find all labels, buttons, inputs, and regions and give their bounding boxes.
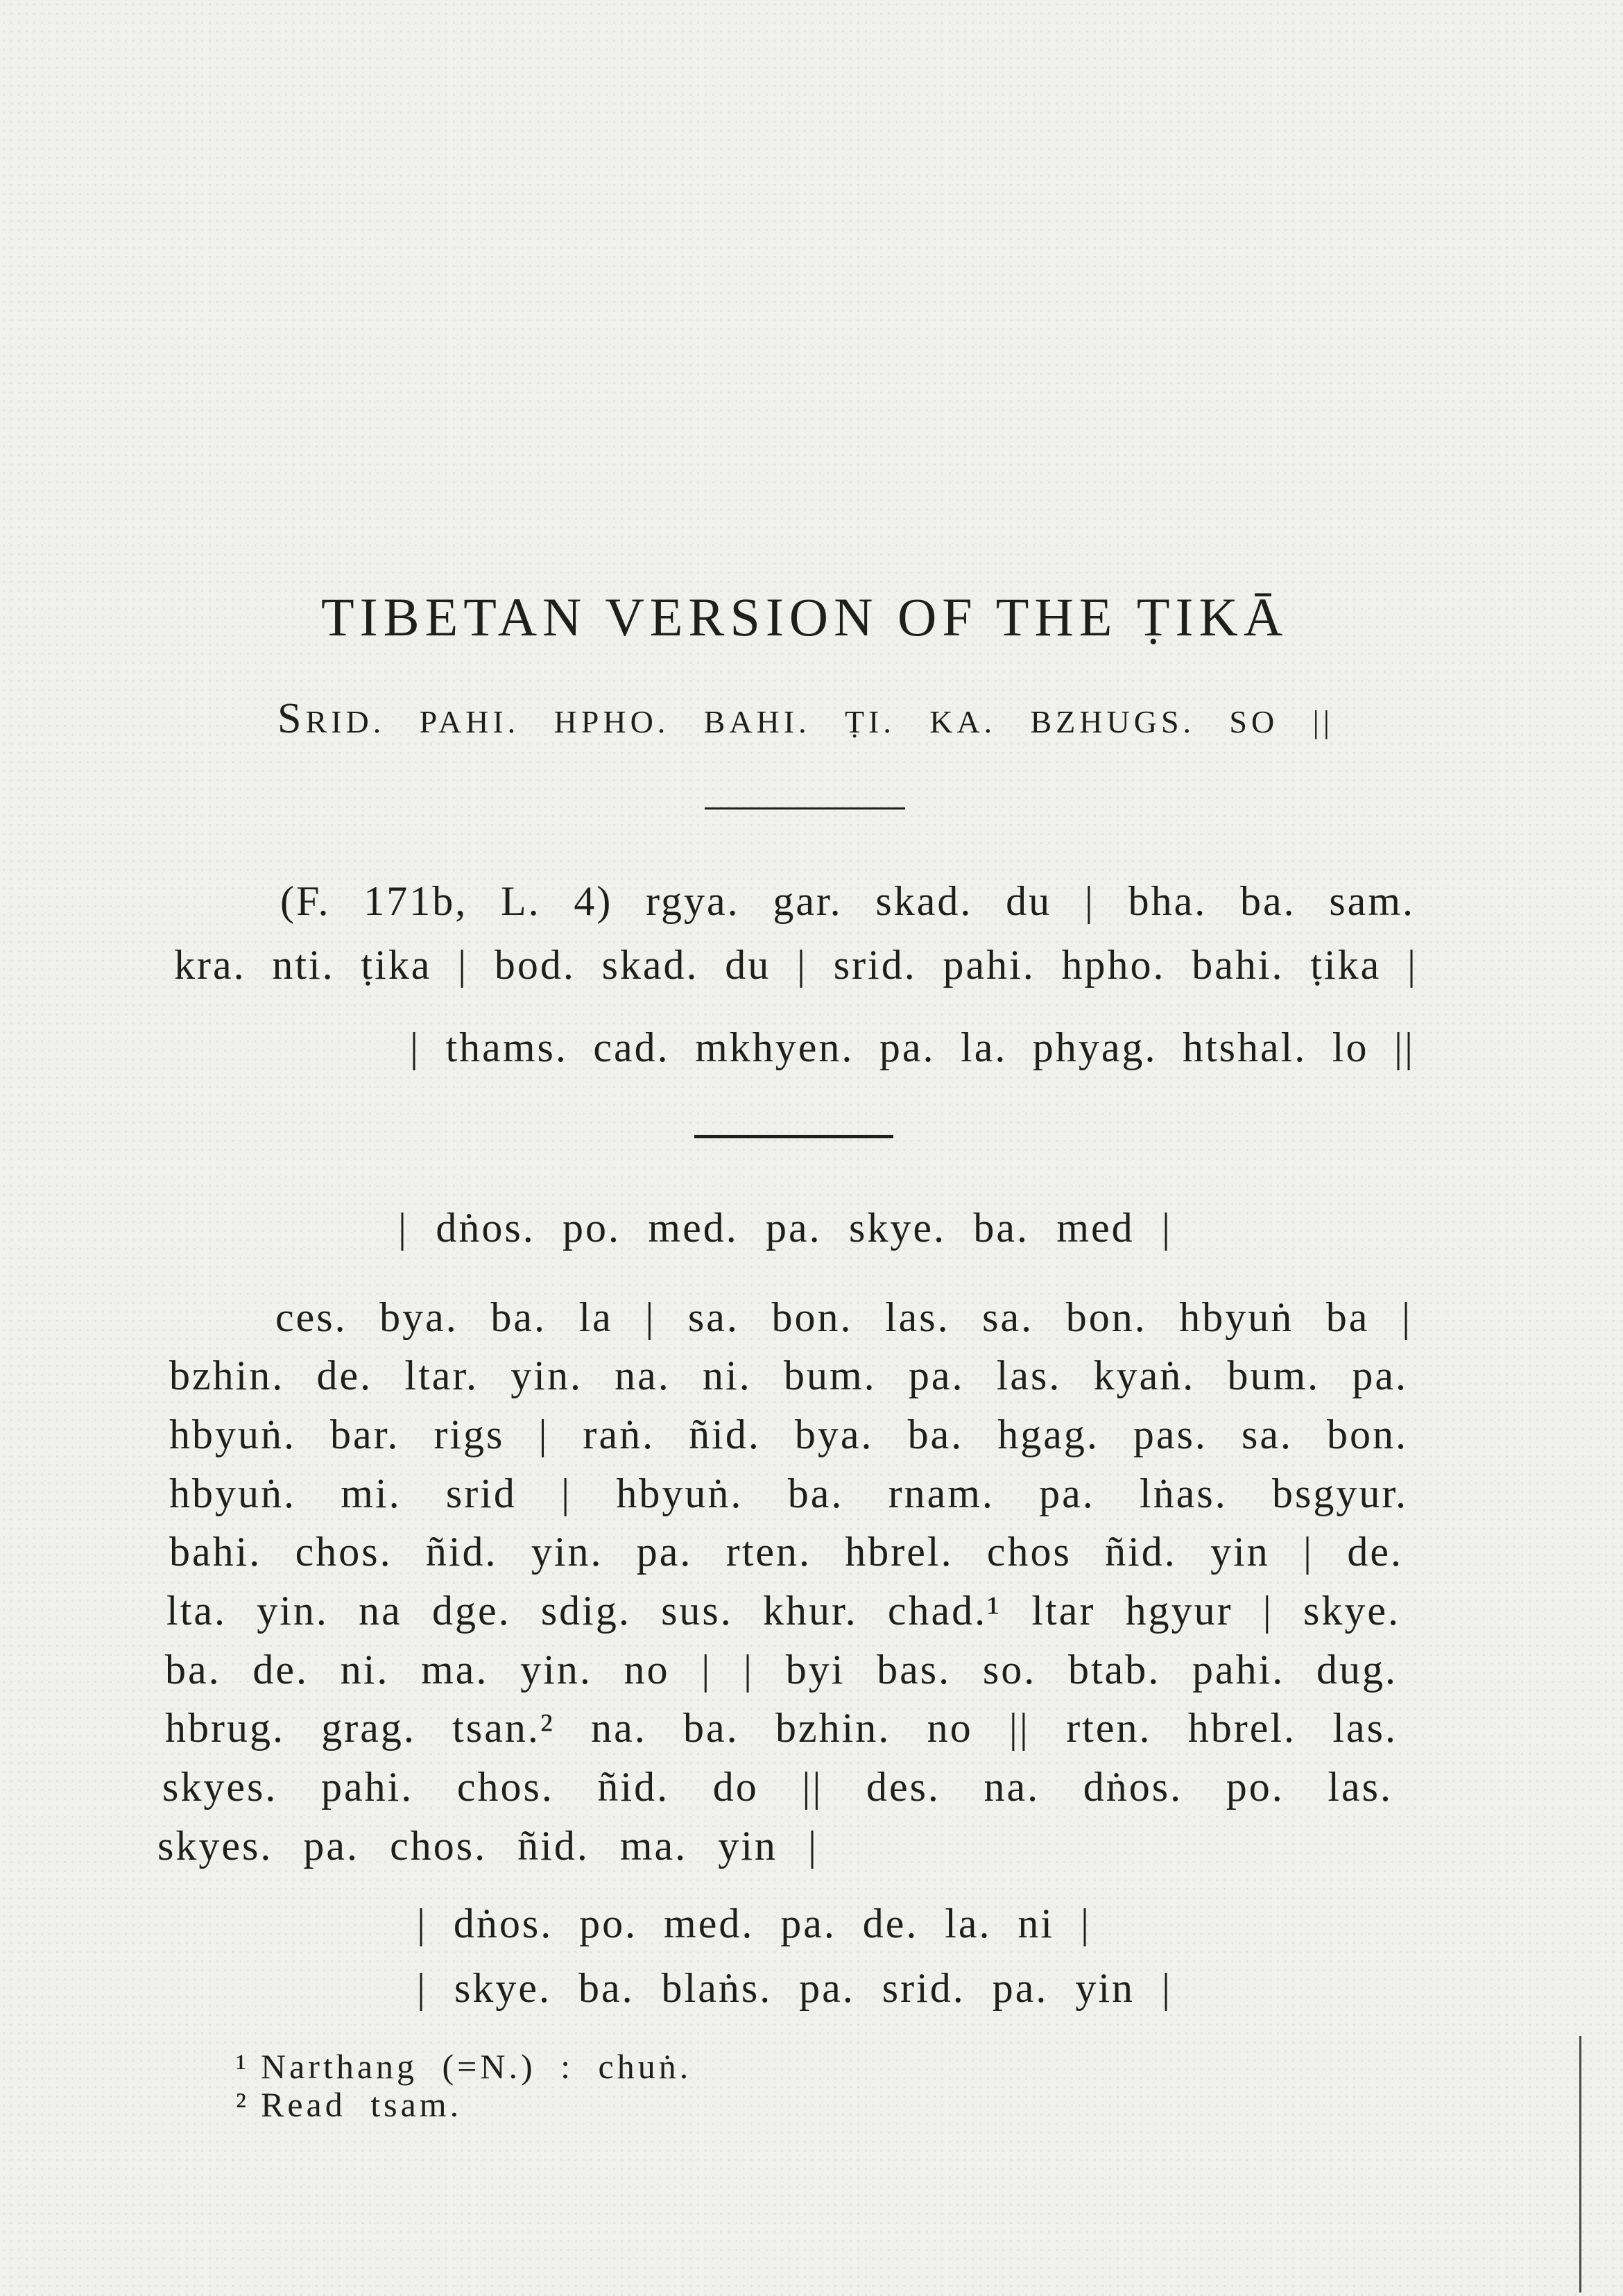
footnote (236, 2087, 462, 2122)
verse-line (417, 1903, 1091, 1944)
commentary-line (166, 1588, 1400, 1634)
intro-line-text: (F. 171b, L. 4) rgya. gar. skad. du | bha. ba. sam. (280, 878, 1415, 924)
verse-line-text: | skye. ba. blaṅs. pa. srid. pa. yin | (417, 1965, 1172, 2011)
commentary-line-text: ces. bya. ba. la | sa. bon. las. sa. bon. hbyuṅ ba | (275, 1294, 1412, 1340)
divider-rule-bottom (694, 1135, 893, 1138)
page-title (321, 587, 1289, 647)
footnote-text: Read tsam. (261, 2085, 463, 2124)
intro-line (410, 1027, 1415, 1068)
footnote-marker: ² (236, 2085, 246, 2124)
commentary-line-text: ba. de. ni. ma. yin. no | | byi bas. so. btab. pahi. dug. (165, 1647, 1398, 1693)
commentary-line-text: hbrug. grag. tsan.² na. ba. bzhin. no || rten. hbrel. las. (165, 1705, 1398, 1751)
divider-rule-top (705, 807, 905, 809)
commentary-line (169, 1414, 1408, 1455)
commentary-line-text: hbyuṅ. mi. srid | hbyuṅ. ba. rnam. pa. lṅas. bsgyur. (169, 1471, 1408, 1516)
commentary-line (169, 1473, 1408, 1514)
commentary-line (165, 1647, 1398, 1693)
commentary-line (169, 1355, 1408, 1396)
intro-line (174, 944, 1418, 986)
intro-line-text: | thams. cad. mkhyen. pa. la. phyag. htshal. lo || (410, 1025, 1415, 1070)
verse-line (398, 1207, 1172, 1249)
footnote-marker: ¹ (236, 2047, 246, 2086)
verse-line-text: | dṅos. po. med. pa. skye. ba. med | (398, 1205, 1172, 1251)
commentary-line-text: lta. yin. na dge. sdig. sus. khur. chad.¹ ltar hgyur | skye. (166, 1588, 1400, 1634)
scan-edge-line (1579, 2036, 1581, 2293)
verse-line-text: | dṅos. po. med. pa. de. la. ni | (417, 1901, 1091, 1946)
commentary-line-text: bzhin. de. ltar. yin. na. ni. bum. pa. las. kyaṅ. bum. pa. (169, 1353, 1408, 1398)
commentary-line (162, 1766, 1393, 1808)
commentary-line (275, 1296, 1412, 1338)
commentary-line (169, 1531, 1403, 1573)
intro-line (280, 880, 1415, 922)
commentary-line-text: bahi. chos. ñid. yin. pa. rten. hbrel. chos ñid. yin | de. (169, 1529, 1403, 1575)
page-title-text: TIBETAN VERSION OF THE ṬIKĀ (321, 587, 1289, 647)
intro-line-text: kra. nti. ṭika | bod. skad. du | srid. pahi. hpho. bahi. ṭika | (174, 942, 1418, 988)
commentary-line (165, 1707, 1398, 1749)
verse-line (417, 1967, 1172, 2009)
footnote (236, 2049, 692, 2084)
page-subtitle-text: SRID. PAHI. HPHO. BAHI. ṬI. KA. BZHUGS. SO || (277, 695, 1334, 742)
commentary-line (157, 1825, 818, 1867)
commentary-line-text: skyes. pa. chos. ñid. ma. yin | (157, 1823, 818, 1869)
footnote-text: Narthang (=N.) : chuṅ. (261, 2047, 692, 2086)
commentary-line-text: hbyuṅ. bar. rigs | raṅ. ñid. bya. ba. hgag. pas. sa. bon. (169, 1412, 1408, 1457)
commentary-line-text: skyes. pahi. chos. ñid. do || des. na. dṅos. po. las. (162, 1764, 1393, 1810)
page-subtitle (277, 697, 1334, 740)
